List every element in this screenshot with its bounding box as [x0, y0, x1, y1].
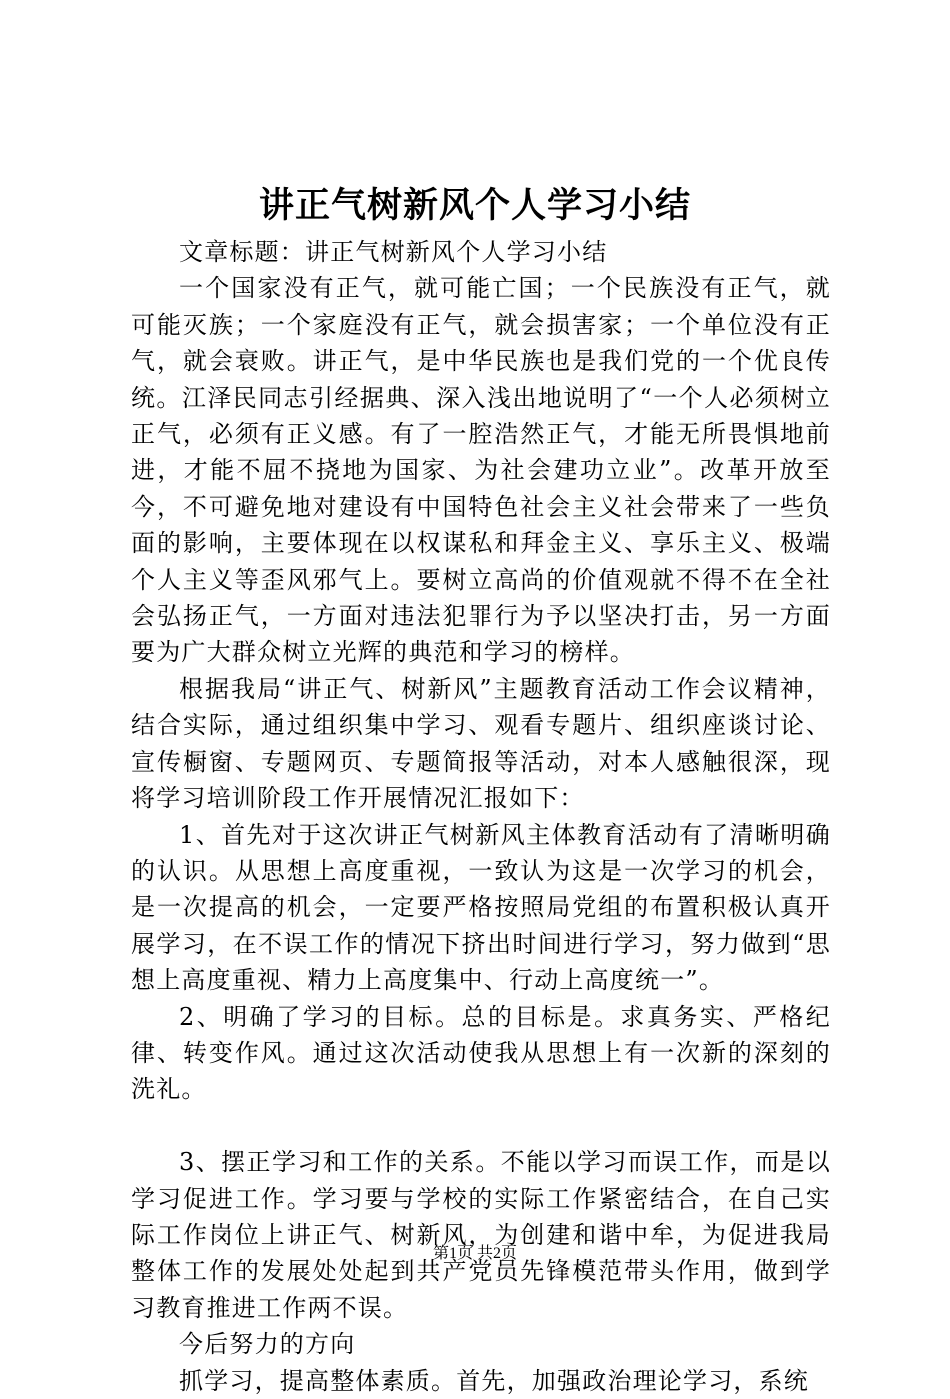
section-heading-future: 今后努力的方向	[179, 1330, 356, 1359]
page-footer: 第1页 共2页	[432, 1245, 517, 1262]
paragraph-point-1: 1、首先对于这次讲正气树新风主体教育活动有了清晰明确的认识。从思想上高度重视，一致认为这是一次学习的机会，是一次提高的机会，一定要严格按照局党组的布置积极认真开展学习，在不误工作的情况下挤出时间进行学习，努力做到“思想上高度重视、精力上高度集中、行动上高度统一”。	[131, 820, 831, 995]
document-title: 讲正气树新风个人学习小结	[258, 185, 691, 226]
paragraph-intro: 一个国家没有正气，就可能亡国；一个民族没有正气，就可能灭族；一个家庭没有正气，就会损害家；一个单位没有正气，就会衰败。讲正气，是中华民族也是我们党的一个优良传统。江泽民同志引经据典、深入浅出地说明了“一个人必须树立正气，必须有正义感。有了一腔浩然正气，才能无所畏惧地前进，才能不屈不挠地为国家、为社会建功立业”。改革开放至今，不可避免地对建设有中国特色社会主义社会带来了一些负面的影响，主要体现在以权谋私和拜金主义、享乐主义、极端个人主义等歪风邪气上。要树立高尚的价值观就不得不在全社会弘扬正气，一方面对违法犯罪行为予以坚决打击，另一方面要为广大群众树立光辉的典范和学习的榜样。	[131, 274, 831, 667]
document-body	[131, 234, 831, 1399]
paragraph-point-3: 3、摆正学习和工作的关系。不能以学习而误工作，而是以学习促进工作。学习要与学校的实际工作紧密结合，在自己实际工作岗位上讲正气、树新风，为创建和谐中牟，为促进我局整体工作的发展处处起到共产党员先锋模范带头作用，做到学习教育推进工作两不误。	[131, 1148, 831, 1322]
article-title-line: 文章标题：讲正气树新风个人学习小结	[179, 238, 608, 266]
paragraph-background: 根据我局“讲正气、树新风”主题教育活动工作会议精神，结合实际，通过组织集中学习、观看专题片、组织座谈讨论、宣传橱窗、专题网页、专题简报等活动，对本人感触很深，现将学习培训阶段工作开展情况汇报如下：	[131, 674, 831, 813]
blank-line	[131, 1108, 831, 1144]
paragraph-future-1: 抓学习，提高整体素质。首先，加强政治理论学习，系统	[179, 1366, 809, 1395]
paragraph-point-2: 2、明确了学习的目标。总的目标是。求真务实、严格纪律、转变作风。通过这次活动使我从思想上有一次新的深刻的洗礼。	[131, 1002, 831, 1104]
